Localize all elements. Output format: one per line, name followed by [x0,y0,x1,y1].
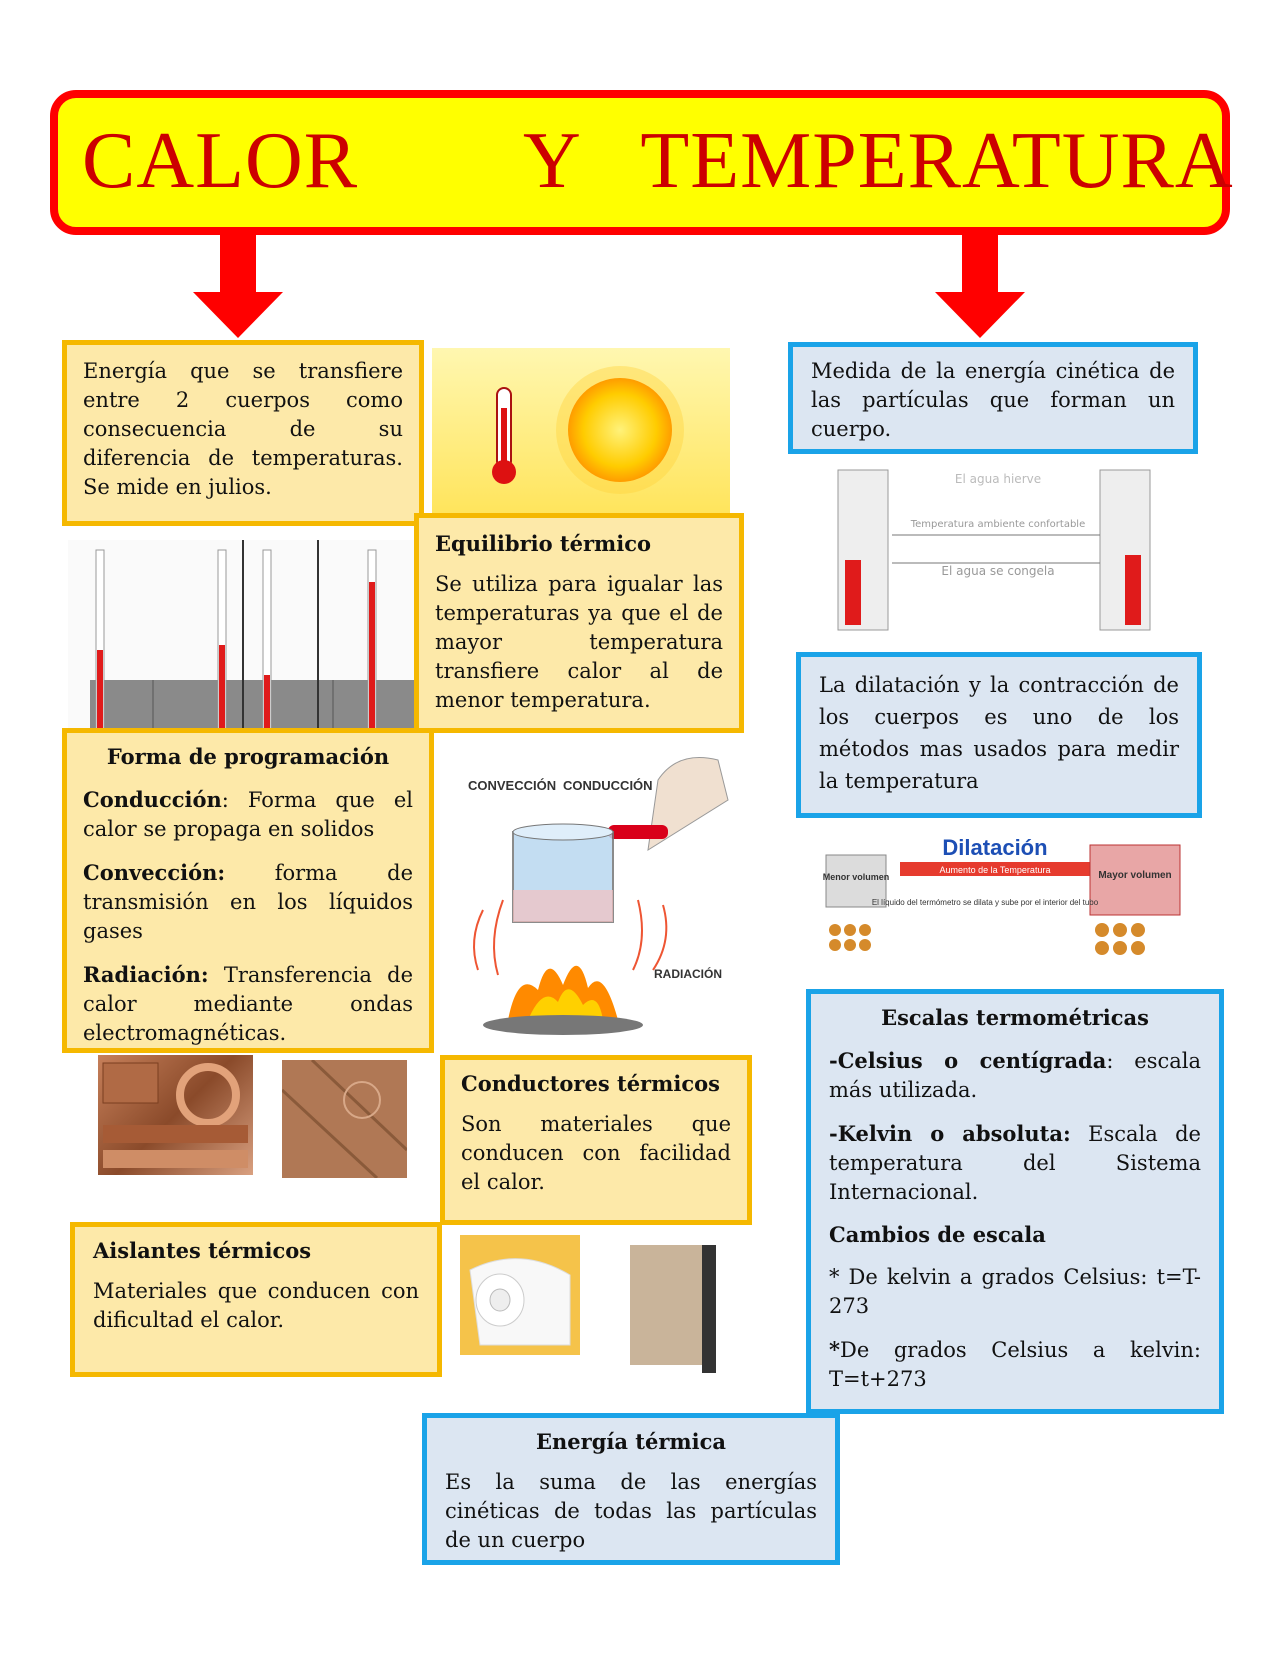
equilibrio-box [414,513,744,733]
celsius-desc: : escala más utilizada. [829,1049,1201,1102]
beakers-thermometers-image [68,540,416,735]
celsius-to-kelvin [829,1335,1201,1394]
conduccion-term: Conducción [83,787,222,812]
celsius-to-kelvin-star: * [829,1337,840,1362]
scale-bottom-label: El agua se congela [941,564,1055,578]
conductores-box [440,1055,752,1225]
title-banner [50,90,1234,235]
dilat-arrow-label: Aumento de la Temperatura [939,865,1051,875]
aislantes-text: Materiales que conducen con dificultad el calor. [93,1279,419,1332]
radiacion-item [83,960,413,1048]
kelvin-term: -Kelvin o absoluta: [829,1121,1071,1146]
dilat-left-label: Menor volumen [822,872,890,882]
heat-transfer-diagram [448,740,748,1040]
cambios-heading: Cambios de escala [829,1222,1046,1247]
escalas-heading: Escalas termométricas [881,1005,1149,1030]
programacion-box [62,728,434,1053]
scale-top-label: El agua hierve [954,472,1042,486]
title-temperatura: Y TEMPERATURA [523,117,1234,205]
calor-definition: Energía que se transfiere entre 2 cuerpos como consecuencia de su diferencia de temperaturas. Se mide en julios. [83,359,403,499]
aislantes-heading: Aislantes térmicos [93,1238,312,1263]
title-calor: CALOR [82,117,359,205]
conductores-text: Son materiales que conducen con facilidad el calor. [461,1112,731,1194]
radiacion-desc: Transferencia de calor mediante ondas electromagnéticas. [83,963,413,1045]
dilat-right-label: Mayor volumen [1098,870,1172,881]
scale-mid-label: Temperatura ambiente confortable [910,519,1086,530]
label-conduccion: CONDUCCIÓN [563,778,653,793]
dilatacion-box [796,652,1202,818]
kelvin-item [829,1119,1201,1207]
temperatura-definition: Medida de la energía cinética de las partículas que forman un cuerpo. [811,359,1175,441]
energia-termica-text: Es la suma de las energías cinéticas de todas las partículas de un cuerpo [445,1470,817,1552]
celsius-term: -Celsius o centígrada [829,1048,1107,1073]
arrow-down-left-icon [193,230,283,340]
celsius-to-kelvin-text: De grados Celsius a kelvin: T=t+273 [829,1338,1201,1391]
radiacion-term: Radiación: [83,962,209,987]
sun-thermometer-image [432,348,730,518]
arrow-down-right-icon [935,230,1025,340]
copper-materials-image [98,1055,253,1175]
escalas-box [806,989,1224,1414]
kelvin-desc: Escala de temperatura del Sistema Internacional. [829,1122,1201,1204]
conductores-heading: Conductores térmicos [461,1071,720,1096]
conduccion-desc: : Forma que el calor se propaga en solidos [83,788,413,841]
equilibrio-text: Se utiliza para igualar las temperaturas ya que el de mayor temperatura transfiere calor al de menor temperatura. [435,572,723,712]
conveccion-desc: forma de transmisión en los líquidos gases [83,861,413,943]
celsius-item [829,1046,1201,1105]
energia-termica-box [422,1413,840,1565]
tile-image [282,1060,407,1178]
aislantes-box [70,1222,442,1377]
conveccion-item [83,858,413,946]
label-radiacion: RADIACIÓN [654,967,722,981]
insulation-sheet-image [628,1245,720,1373]
calor-definition-box [62,340,424,526]
thermometer-scale-image [800,465,1196,640]
programacion-heading: Forma de programación [106,744,390,769]
dilat-note: El líquido del termómetro se dilata y sube por el interior del tubo [871,898,1099,907]
label-conveccion: CONVECCIÓN [468,778,557,793]
conveccion-term: Convección: [83,860,226,885]
temperatura-definition-box [788,342,1198,454]
dilatacion-diagram [820,830,1190,965]
kelvin-to-celsius: * De kelvin a grados Celsius: t=T-273 [829,1265,1201,1318]
dilatacion-text: La dilatación y la contracción de los cuerpos es uno de los métodos mas usados para medir la temperatura [819,673,1179,793]
conduccion-item [83,785,413,844]
energia-termica-heading: Energía térmica [536,1429,726,1454]
equilibrio-heading: Equilibrio térmico [435,531,652,556]
dilat-title: Dilatación [942,835,1048,860]
insulation-roll-image [460,1235,580,1355]
